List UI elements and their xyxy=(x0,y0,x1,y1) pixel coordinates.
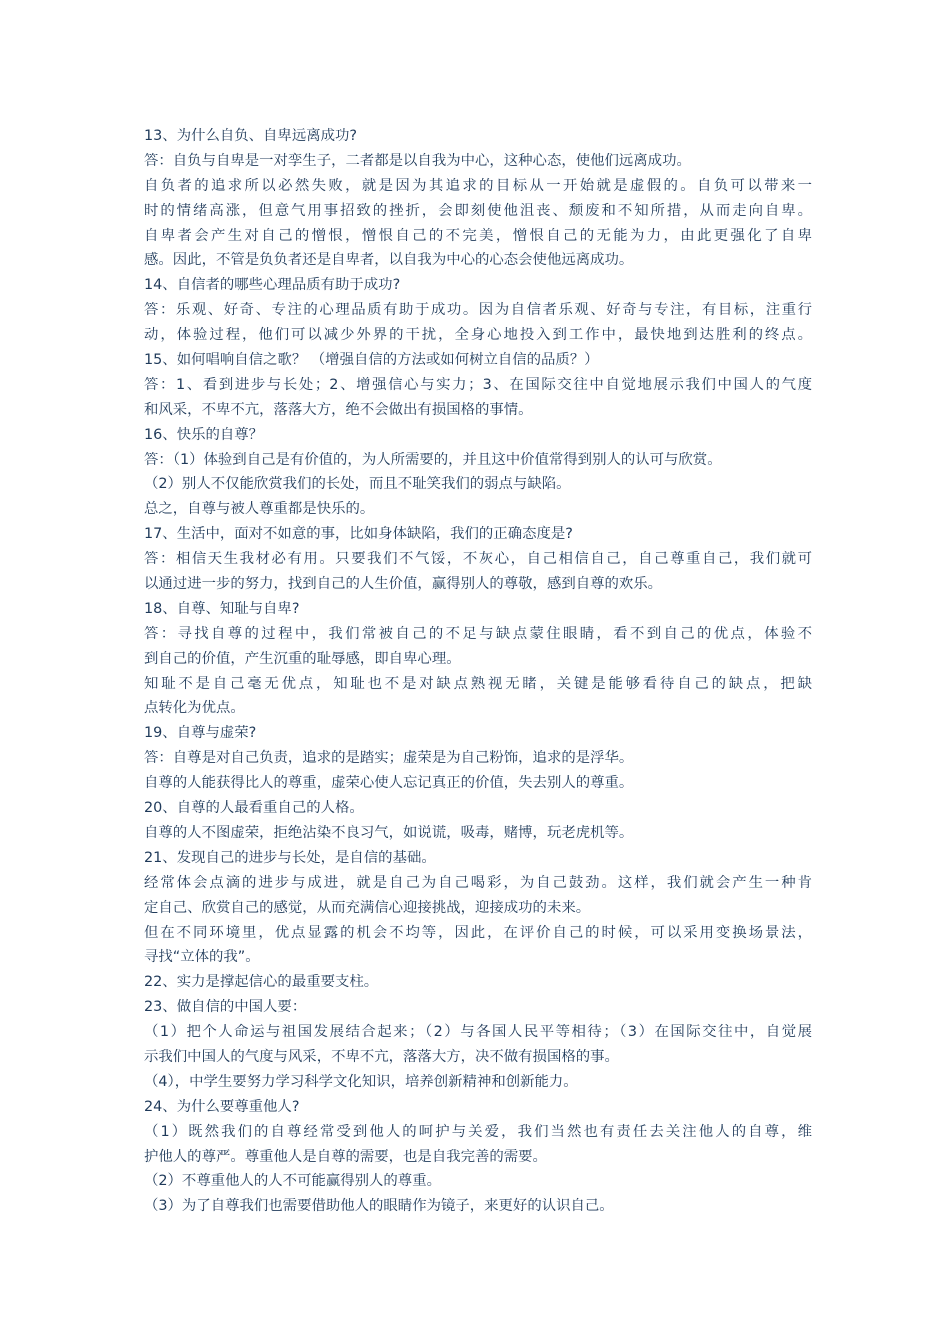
text-line: 定自己、欣赏自己的感觉，从而充满信心迎接挑战，迎接成功的未来。 xyxy=(144,899,591,916)
text-line: 18、自尊、知耻与自卑? xyxy=(144,600,300,617)
text-line: 13、为什么自负、自卑远离成功? xyxy=(144,128,358,144)
text-line: 14、自信者的哪些心理品质有助于成功? xyxy=(144,277,401,294)
text-line: 20、自尊的人最看重自己的人格。 xyxy=(144,800,364,817)
text-line: （3）为了自尊我们也需要借助他人的眼睛作为镜子，来更好的认识自己。 xyxy=(144,1198,614,1215)
text-line: 时的情绪高涨，但意气用事招致的挫折，会即刻使他沮丧、颓废和不知所措，从而走向自卑。 xyxy=(144,202,812,219)
document-body xyxy=(144,124,812,1219)
text-line: 答：自负与自卑是一对孪生子，二者都是以自我为中心，这种心态，使他们远离成功。 xyxy=(144,152,691,169)
text-line: 23、做自信的中国人要： xyxy=(144,999,307,1016)
text-line: 19、自尊与虚荣? xyxy=(144,725,257,742)
text-line: 动，体验过程，他们可以减少外界的干扰，全身心地投入到工作中，最快地到达胜利的终点。 xyxy=(144,327,812,344)
text-line: 答：相信天生我材必有用。只要我们不气馁，不灰心，自己相信自己，自己尊重自己，我们就可 xyxy=(144,551,812,568)
text-line: 但在不同环境里，优点显露的机会不均等，因此，在评价自己的时候，可以采用变换场景法， xyxy=(144,924,812,941)
text-line: 答：寻找自尊的过程中，我们常被自己的不足与缺点蒙住眼睛，看不到自己的优点，体验不 xyxy=(144,625,812,642)
text-line: 和风采，不卑不亢，落落大方，绝不会做出有损国格的事情。 xyxy=(144,401,533,418)
text-line: 自尊的人不图虚荣，拒绝沾染不良习气，如说谎，吸毒，赌博，玩老虎机等。 xyxy=(144,824,634,841)
text-line: （1）把个人命运与祖国发展结合起来；（2）与各国人民平等相待；（3）在国际交往中，自觉展 xyxy=(144,1024,812,1041)
text-line: （2）不尊重他人的人不可能赢得别人的尊重。 xyxy=(144,1173,441,1190)
text-line: 21、发现自己的进步与长处，是自信的基础。 xyxy=(144,849,436,866)
text-line: （2）别人不仅能欣赏我们的长处，而且不耻笑我们的弱点与缺陷。 xyxy=(144,476,571,493)
text-line: 经常体会点滴的进步与成进，就是自己为自己喝彩，为自己鼓劲。这样，我们就会产生一种肯 xyxy=(144,874,812,891)
text-line: 22、实力是撑起信心的最重要支柱。 xyxy=(144,974,379,991)
text-line: 15、如何唱响自信之歌？ （增强自信的方法或如何树立自信的品质？） xyxy=(144,352,599,369)
text-line: 示我们中国人的气度与风采，不卑不亢，落落大方，决不做有损国格的事。 xyxy=(144,1048,619,1065)
text-line: 到自己的价值，产生沉重的耻辱感，即自卑心理。 xyxy=(144,650,461,667)
text-line: （4），中学生要努力学习科学文化知识，培养创新精神和创新能力。 xyxy=(144,1073,578,1090)
text-line: 自卑者会产生对自己的憎恨，憎恨自己的不完美，憎恨自己的无能为力，由此更强化了自卑 xyxy=(144,227,812,244)
text-line: 答：自尊是对自己负责，追求的是踏实；虚荣是为自己粉饰，追求的是浮华。 xyxy=(144,750,634,767)
text-line: 护他人的尊严。尊重他人是自尊的需要，也是自我完善的需要。 xyxy=(144,1148,547,1165)
text-line: 以通过进一步的努力，找到自己的人生价值，赢得别人的尊敬，感到自尊的欢乐。 xyxy=(144,576,663,593)
text-line: 答：1、看到进步与长处；2、增强信心与实力；3、在国际交往中自觉地展示我们中国人的气度 xyxy=(144,376,812,393)
text-line: 感。因此，不管是负负者还是自卑者，以自我为中心的心态会使他远离成功。 xyxy=(144,252,634,269)
text-line: 答：乐观、好奇、专注的心理品质有助于成功。因为自信者乐观、好奇与专注，有目标，注重行 xyxy=(144,302,812,319)
text-line: （1）既然我们的自尊经常受到他人的呵护与关爱，我们当然也有责任去关注他人的自尊，维 xyxy=(144,1123,812,1140)
text-line: 16、快乐的自尊？ xyxy=(144,426,264,443)
text-line: 17、生活中，面对不如意的事，比如身体缺陷，我们的正确态度是? xyxy=(144,526,573,543)
text-line: 自尊的人能获得比人的尊重，虚荣心使人忘记真正的价值，失去别人的尊重。 xyxy=(144,775,634,792)
text-line: 总之，自尊与被人尊重都是快乐的。 xyxy=(144,501,375,518)
text-line: 自负者的追求所以必然失败，就是因为其追求的目标从一开始就是虚假的。自负可以带来一 xyxy=(144,177,812,194)
text-line: 寻找“立体的我”。 xyxy=(144,949,260,966)
text-line: 知耻不是自己毫无优点，知耻也不是对缺点熟视无睹，关键是能够看待自己的缺点，把缺 xyxy=(144,675,812,692)
text-line: 24、为什么要尊重他人? xyxy=(144,1098,300,1115)
text-line: 答：（1）体验到自己是有价值的，为人所需要的，并且这中价值常得到别人的认可与欣赏。 xyxy=(144,451,722,468)
text-line: 点转化为优点。 xyxy=(144,700,245,717)
